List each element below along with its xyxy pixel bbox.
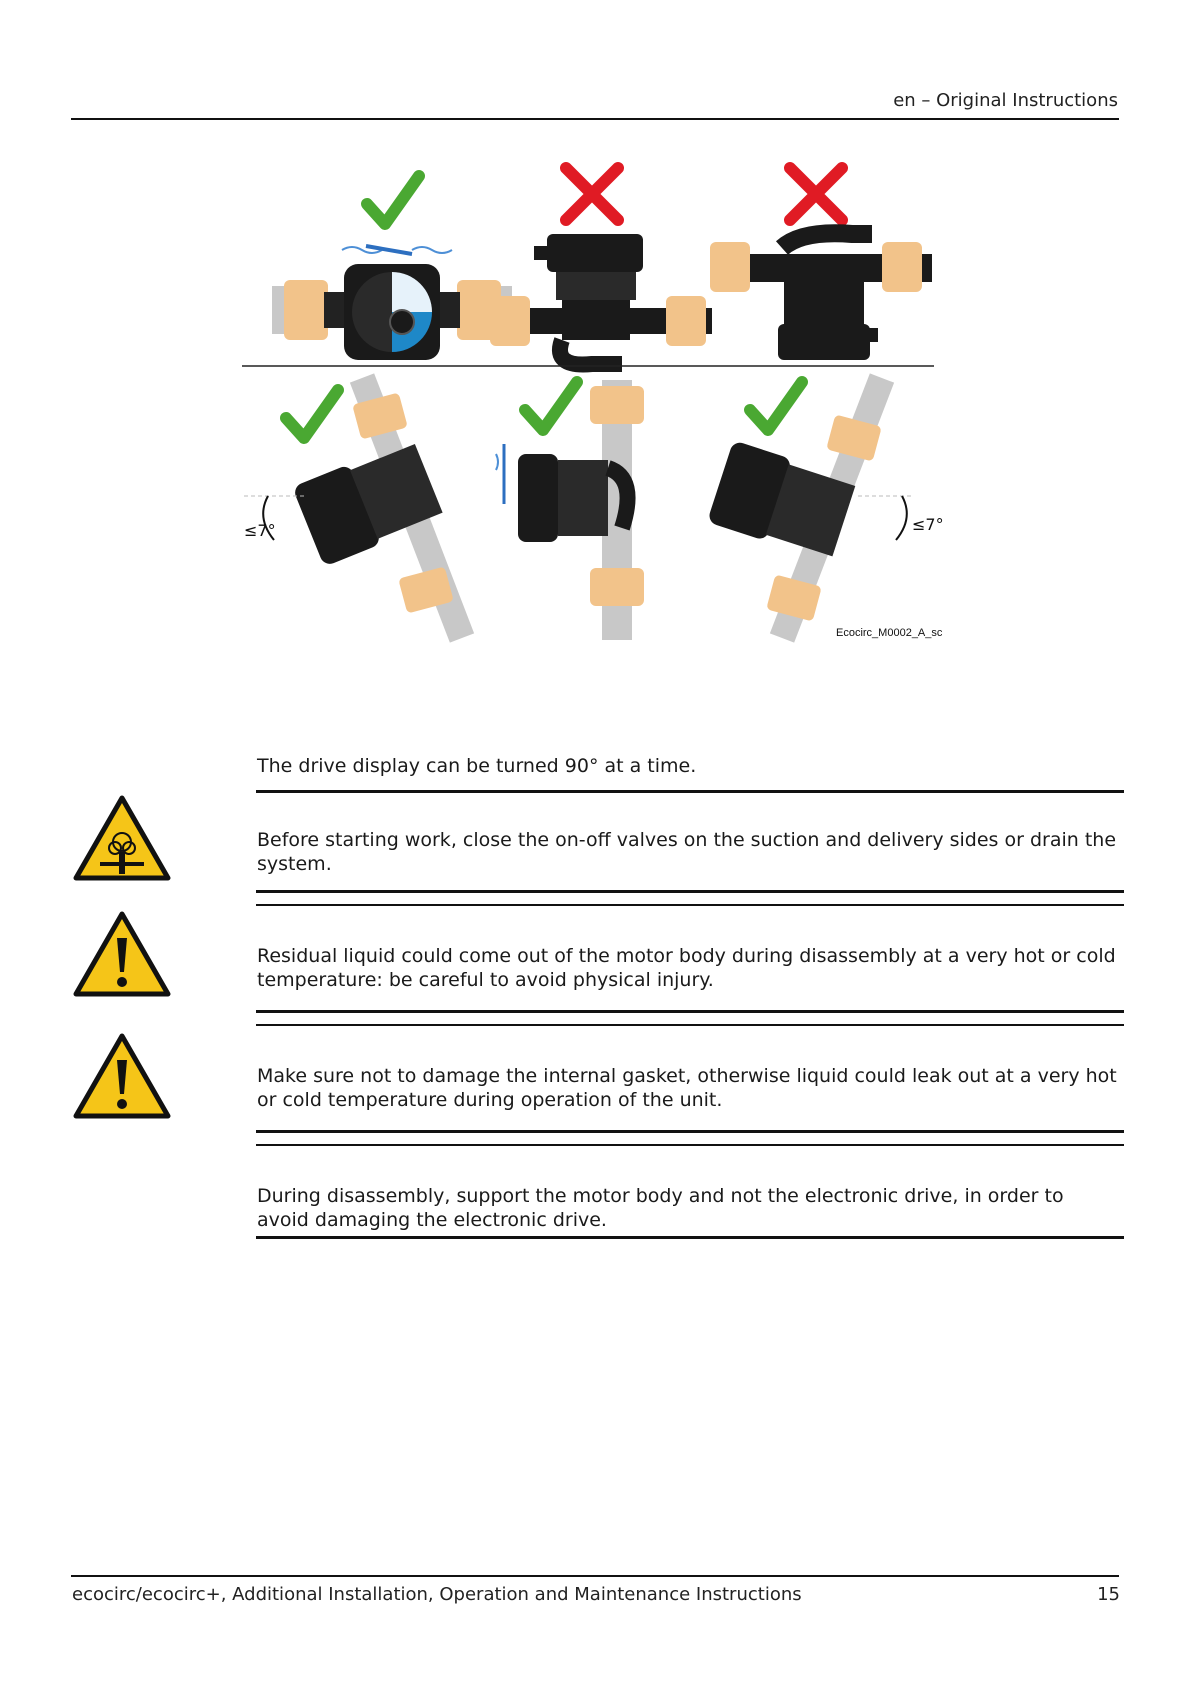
- pump-wrong-motor-up: [490, 168, 712, 365]
- figure-code: Ecocirc_M0002_A_sc: [836, 627, 943, 639]
- correct-checkmark-icon: [367, 176, 419, 224]
- warning-exclamation-icon: [72, 910, 172, 998]
- hazard-text: Make sure not to damage the internal gasket, otherwise liquid could leak out at a very hot or cold temperature during operation of the unit.: [257, 1065, 1117, 1111]
- pump-correct-vertical: [496, 380, 644, 640]
- pump-correct-tilted-left: [244, 378, 462, 638]
- tilt-angle-label: ≤7°: [912, 515, 944, 534]
- tilt-angle-label: ≤7°: [244, 521, 276, 540]
- section-divider: [256, 1130, 1124, 1133]
- pump-correct-horizontal: [272, 176, 512, 360]
- pressure-hazard-icon: [72, 794, 172, 882]
- section-divider: [256, 904, 1124, 906]
- hazard-text: Residual liquid could come out of the motor body during disassembly at a very hot or cold temperature: be careful to avoid physical injury.: [257, 945, 1116, 991]
- hazard-text: Before starting work, close the on-off valves on the suction and delivery sides or drain the system.: [257, 829, 1117, 875]
- footer-document-title: ecocirc/ecocirc+, Additional Installation, Operation and Maintenance Instructions: [72, 1584, 802, 1605]
- wrong-crossmark-icon: [566, 168, 618, 220]
- wrong-crossmark-icon: [790, 168, 842, 220]
- section-divider: [256, 1236, 1124, 1239]
- header-divider: [71, 118, 1119, 120]
- footer-divider: [71, 1575, 1119, 1577]
- section-divider: [256, 1010, 1124, 1013]
- warning-exclamation-icon: [72, 1032, 172, 1120]
- pump-wrong-motor-down: [710, 168, 932, 360]
- correct-checkmark-icon: [286, 390, 338, 438]
- paragraph-display-rotation: The drive display can be turned 90° at a time.: [257, 755, 697, 777]
- pump-correct-tilted-right: [707, 378, 944, 638]
- correct-checkmark-icon: [750, 382, 802, 430]
- section-divider: [256, 1144, 1124, 1146]
- mounting-orientation-figure: [244, 168, 1004, 688]
- section-divider: [256, 890, 1124, 893]
- note-text: During disassembly, support the motor body and not the electronic drive, in order to avoid damaging the electronic drive.: [257, 1185, 1064, 1231]
- page-number: 15: [1097, 1584, 1120, 1605]
- section-divider: [256, 1024, 1124, 1026]
- correct-checkmark-icon: [525, 382, 577, 430]
- header-section-label: en – Original Instructions: [893, 90, 1118, 111]
- section-divider: [256, 790, 1124, 793]
